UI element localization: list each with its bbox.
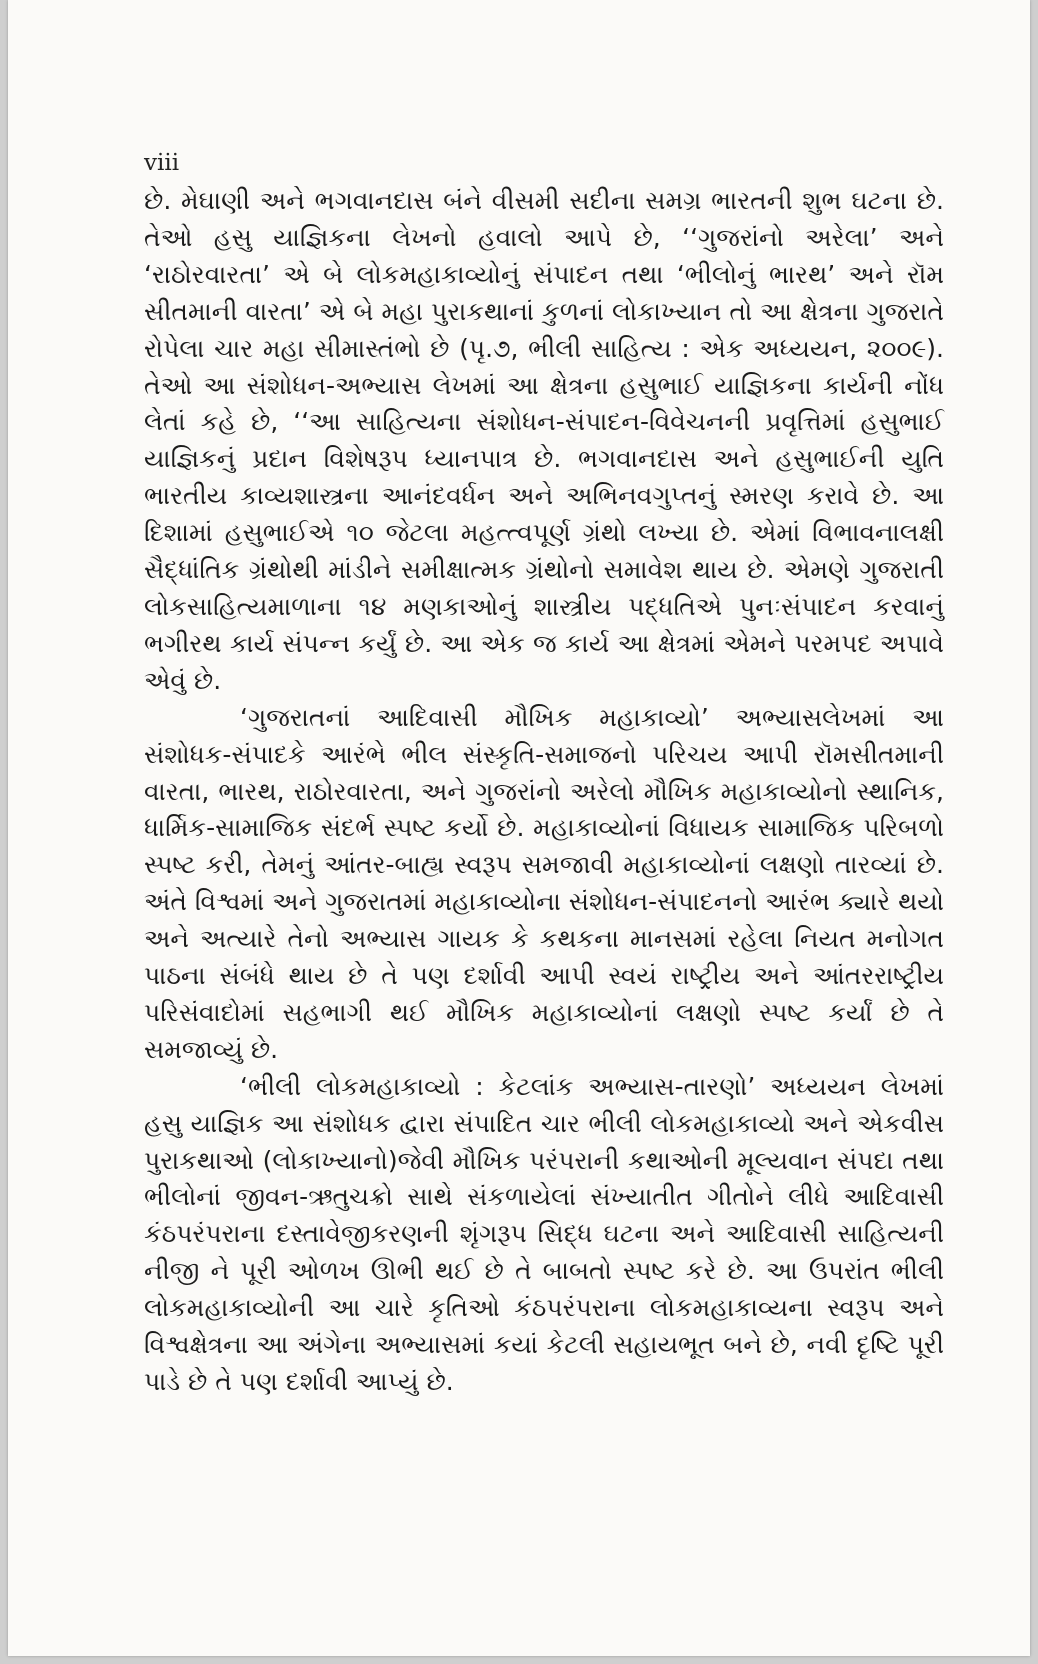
paragraph-2: ‘ગુજરાતનાં આદિવાસી મૌખિક મહાકાવ્યો’ અભ્યાસલેખમાં આ સંશોધક-સંપાદકે આરંભે ભીલ સંસ્કૃતિ-સમાજનો પરિચય આપી રૉમસીતમાની વારતા, ભારથ, રાઠોરવારતા, અને ગુજરાંનો અરેલો મૌખિક મહાકાવ્યોનો સ્થાનિક, ધાર્મિક-સામાજિક સંદર્ભ સ્પષ્ટ કર્યો છે. મહાકાવ્યોનાં વિધાયક સામાજિક પરિબળો સ્પષ્ટ કરી, તેમનું આંતર-બાહ્ય સ્વરૂપ સમજાવી મહાકાવ્યોનાં લક્ષણો તારવ્યાં છે. અંતે વિશ્વમાં અને ગુજરાતમાં મહાકાવ્યોના સંશોધન-સંપાદનનો આરંભ ક્યારે થયો અને અત્યારે તેનો અભ્યાસ ગાયક કે કથકના માનસમાં રહેલા નિયત મનોગત પાઠના સંબંધે થાય છે તે પણ દર્શાવી આપી સ્વયં રાષ્ટ્રીય અને આંતરરાષ્ટ્રીય પરિસંવાદોમાં સહભાગી થઈ મૌખિક મહાકાવ્યોનાં લક્ષણો સ્પષ્ટ કર્યાં છે તે સમજાવ્યું છે.	[144, 702, 944, 1064]
page-number: viii	[144, 150, 180, 176]
book-page	[8, 0, 1030, 1656]
paragraph-1: છે. મેઘાણી અને ભગવાનદાસ બંને વીસમી સદીના સમગ્ર ભારતની શુભ ઘટના છે. તેઓ હસુ યાજ્ઞિકના લેખનો હવાલો આપે છે, ‘‘ગુજરાંનો અરેલા’ અને ‘રાઠોરવારતા’ એ બે લોકમહાકાવ્યોનું સંપાદન તથા ‘ભીલોનું ભારથ’ અને રૉમ સીતમાની વારતા’ એ બે મહા પુરાકથાનાં કુળનાં લોકાખ્યાન તો આ ક્ષેત્રના ગુજરાતે રોપેલા ચાર મહા સીમાસ્તંભો છે (પૃ.૭, ભીલી સાહિત્ય : એક અધ્યયન, ૨૦૦૯). તેઓ આ સંશોધન-અભ્યાસ લેખમાં આ ક્ષેત્રના હસુભાઈ યાજ્ઞિકના કાર્યની નોંધ લેતાં કહે છે, ‘‘આ સાહિત્યના સંશોધન-સંપાદન-વિવેચનની પ્રવૃત્તિમાં હસુભાઈ યાજ્ઞિકનું પ્રદાન વિશેષરૂપ ધ્યાનપાત્ર છે. ભગવાનદાસ અને હસુભાઈની યુતિ ભારતીય કાવ્યશાસ્ત્રના આનંદવર્ધન અને અભિનવગુપ્તનું સ્મરણ કરાવે છે. આ દિશામાં હસુભાઈએ ૧૦ જેટલા મહત્ત્વપૂર્ણ ગ્રંથો લખ્યા છે. એમાં વિભાવનાલક્ષી સૈદ્ધાંતિક ગ્રંથોથી માંડીને સમીક્ષાત્મક ગ્રંથોનો સમાવેશ થાય છે. એમણે ગુજરાતી લોકસાહિત્યમાળાના ૧૪ મણકાઓનું શાસ્ત્રીય પદ્ધતિએ પુનઃસંપાદન કરવાનું ભગીરથ કાર્ય સંપન્ન કર્યું છે. આ એક જ કાર્ય આ ક્ષેત્રમાં એમને પરમપદ અપાવે એવું છે.	[144, 186, 944, 695]
body-text	[144, 183, 944, 1401]
paragraph-3: ‘ભીલી લોકમહાકાવ્યો : કેટલાંક અભ્યાસ-તારણો’ અધ્યયન લેખમાં હસુ યાજ્ઞિક આ સંશોધક દ્વારા સંપાદિત ચાર ભીલી લોકમહાકાવ્યો અને એકવીસ પુરાકથાઓ (લોકાખ્યાનો)જેવી મૌખિક પરંપરાની કથાઓની મૂલ્યવાન સંપદા તથા ભીલોનાં જીવન-ઋતુચક્રો સાથે સંકળાયેલાં સંખ્યાતીત ગીતોને લીધે આદિવાસી કંઠપરંપરાના દસ્તાવેજીકરણની શૃંગરૂપ સિદ્ધ ઘટના અને આદિવાસી સાહિત્યની નીજી ને પૂરી ઓળખ ઊભી થઈ છે તે બાબતો સ્પષ્ટ કરે છે. આ ઉપરાંત ભીલી લોકમહાકાવ્યોની આ ચારે કૃતિઓ કંઠપરંપરાના લોકમહાકાવ્યના સ્વરૂપ અને વિશ્વક્ષેત્રના આ અંગેના અભ્યાસમાં કયાં કેટલી સહાયભૂત બને છે, નવી દૃષ્ટિ પૂરી પાડે છે તે પણ દર્શાવી આપ્યું છે.	[144, 1071, 944, 1396]
